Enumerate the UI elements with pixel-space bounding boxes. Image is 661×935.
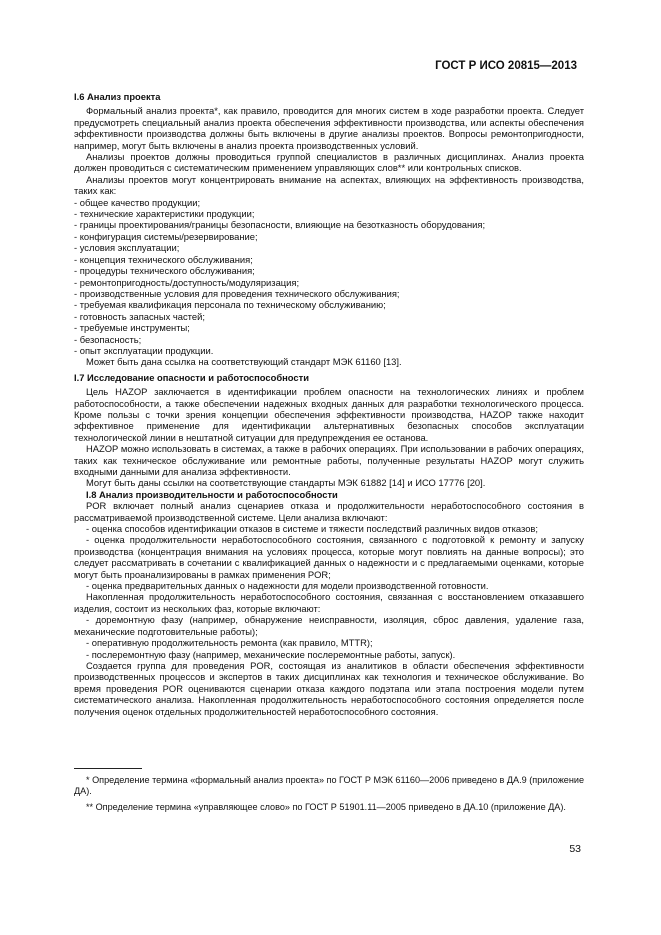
page-number: 53: [569, 843, 581, 855]
phases-list: [74, 614, 584, 660]
list-item: - конфигурация системы/резервирование;: [74, 230, 258, 242]
footnote: ** Определение термина «управляющее слово» по ГОСТ Р 51901.11—2005 приведено в ДА.10 (приложение ДА).: [86, 801, 566, 812]
aspects-list: [74, 197, 584, 357]
list-item: - производственные условия для проведения технического обслуживания;: [74, 287, 400, 299]
section-heading-i8: I.8 Анализ производительности и работоспособности: [86, 488, 338, 500]
list-item: - безопасность;: [74, 333, 142, 345]
standard-header: ГОСТ Р ИСО 20815—2013: [435, 60, 577, 72]
list-item: - доремонтную фазу (например, обнаружение неисправности, изоляция, сброс давления, удаление газа, механические подготовительные работы);: [74, 614, 584, 637]
paragraph: Может быть дана ссылка на соответствующий стандарт МЭК 61160 [13].: [86, 356, 402, 368]
list-item: - процедуры технического обслуживания;: [74, 265, 255, 277]
footnotes: [74, 775, 584, 817]
list-item: - ремонтопригодность/доступность/модуляризация;: [74, 276, 300, 288]
list-item: - опыт эксплуатации продукции.: [74, 344, 214, 356]
section-heading-i7: I.7 Исследование опасности и работоспособности: [74, 371, 309, 383]
list-item: - готовность запасных частей;: [74, 310, 205, 322]
list-item: - общее качество продукции;: [74, 196, 201, 208]
footnote: * Определение термина «формальный анализ проекта» по ГОСТ Р МЭК 61160—2006 приведено в ДА.9 (приложение ДА).: [74, 775, 584, 797]
paragraph: POR включает полный анализ сценариев отказа и продолжительности неработоспособного состояния в рассматриваемой производственной системе. Цели анализа включают:: [74, 500, 584, 523]
list-item: - оценка продолжительности неработоспособного состояния, связанного с подготовкой к ремонту и запуску производства (концентрация внимания на условиях процесса, которые могут повлиять на данные вопросы); это следует рассматривать в сочетании с квалификацией данных о надежности и с предлагаемыми оценками, которые могут быть проанализированы в рамках применения POR;: [74, 534, 584, 580]
paragraph: Формальный анализ проекта*, как правило, проводится для многих систем в ходе разработки проекта. Следует предусмотреть специальный анализ проекта обеспечения эффективности производства, или аспекты обеспечения эффективности производства должны быть включены в другие анализы проектов. Вопросы ремонтопригодности, например, могут быть включены в анализ проекта производственных условий.: [74, 105, 584, 151]
paragraph: Анализы проектов должны проводиться группой специалистов в различных дисциплинах. Анализ проекта должен проводиться с систематическим применением управляющих слов** или контрольных списков.: [74, 151, 584, 174]
paragraph: Анализы проектов могут концентрировать внимание на аспектах, влияющих на эффективность производства, таких как:: [74, 173, 584, 197]
list-item: - требуемая квалификация персонала по техническому обслуживанию;: [74, 299, 386, 311]
list-item: - концепция технического обслуживания;: [74, 253, 253, 265]
paragraph: Накопленная продолжительность неработоспособного состояния, связанная с восстановлением отказавшего изделия, состоит из нескольких фаз, которые включают:: [74, 591, 584, 614]
goals-list: [74, 523, 584, 591]
list-item: - технические характеристики продукции;: [74, 208, 255, 220]
footnote-divider: [74, 768, 142, 769]
main-content: [74, 91, 584, 717]
list-item: - границы проектирования/границы безопасности, влияющие на безотказность оборудования;: [74, 219, 486, 231]
paragraph: Цель HAZOP заключается в идентификации проблем опасности на технологических линиях и проблем работоспособности, а также обеспечении надежных входных данных для разработки технологического процесса. Кроме пользы с точки зрения концепции обеспечения эффективности производства, HAZOP также находит эффективное применение для идентификации альтернативных безопасных способов эксплуатации технологической линии в нештатной ситуации для предупреждения ее останова.: [74, 386, 584, 443]
section-heading-i6: I.6 Анализ проекта: [74, 91, 161, 102]
list-item: - требуемые инструменты;: [74, 322, 190, 334]
list-item: - оценка предварительных данных о надежности для модели производственной готовности.: [86, 580, 489, 592]
paragraph: Создается группа для проведения POR, состоящая из аналитиков в области обеспечения эффективности производственных процессов и экспертов в таких дисциплинах как технология и техническое обслуживание. Во время проведения POR оцениваются сценарии отказа каждого подэтапа или этапа построения модели путем систематического анализа. Накопленная продолжительность неработоспособного состояния определяется после получения оценок отдельных продолжительностей неработоспособного состояния.: [74, 659, 584, 717]
list-item: - оперативную продолжительность ремонта (как правило, MTTR);: [86, 637, 373, 649]
list-item: - оценка способов идентификации отказов в системе и тяжести последствий различных видов отказов;: [86, 523, 538, 535]
list-item: - послеремонтную фазу (например, механические послеремонтные работы, запуск).: [86, 648, 456, 660]
paragraph: HAZOP можно использовать в системах, а также в рабочих операциях. При использовании в рабочих операциях, таких как техническое обслуживание или ремонтные работы, полученные результаты HAZOP могут служить входными данными для анализа эффективности.: [74, 443, 584, 477]
paragraph: Могут быть даны ссылки на соответствующие стандарты МЭК 61882 [14] и ИСО 17776 [20].: [86, 477, 486, 489]
list-item: - условия эксплуатации;: [74, 242, 180, 254]
